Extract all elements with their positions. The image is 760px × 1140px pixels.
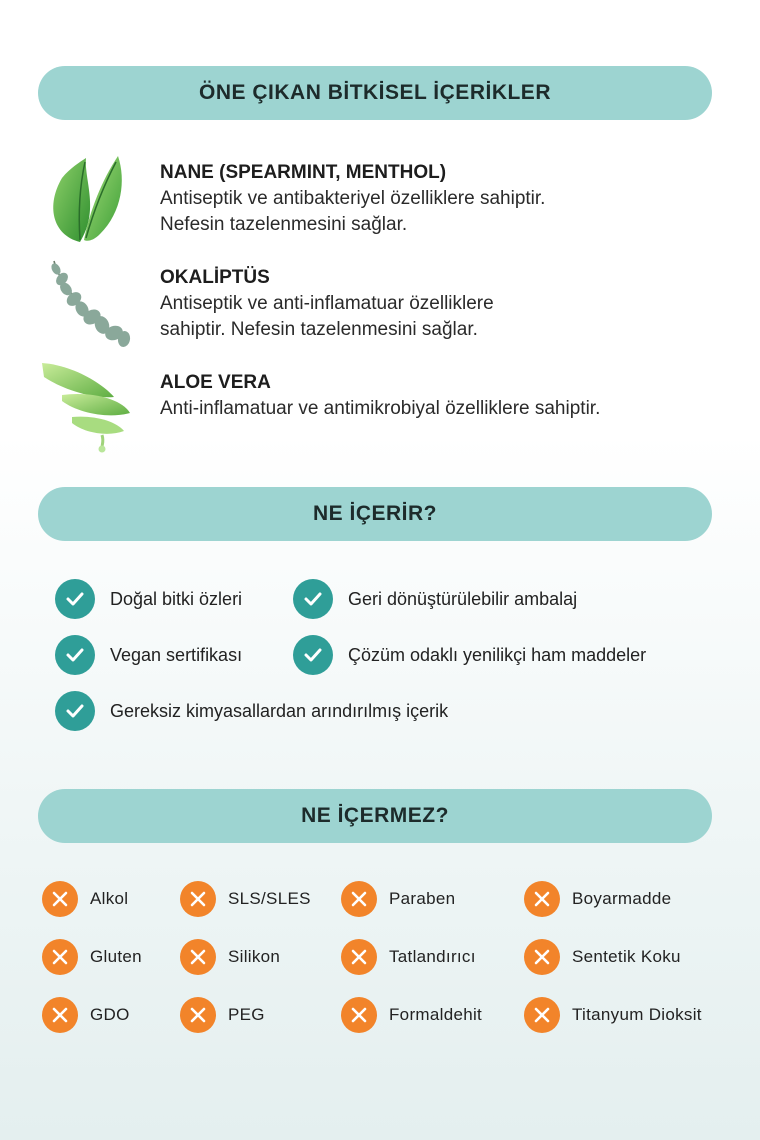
- check-icon: [293, 635, 333, 675]
- excluded-item: [341, 881, 455, 917]
- excluded-label: Sentetik Koku: [572, 947, 681, 966]
- excluded-item: [524, 939, 681, 975]
- ingredient-description: Antiseptik ve anti-inflamatuar özelliklere sahiptir. Nefesin tazelenmesini sağlar.: [160, 293, 494, 340]
- excluded-item: [341, 939, 476, 975]
- contains-label: Geri dönüştürülebilir ambalaj: [348, 588, 578, 609]
- excluded-item: [341, 997, 482, 1033]
- contains-label: Çözüm odaklı yenilikçi ham maddeler: [348, 644, 647, 665]
- contains-item: [55, 691, 448, 731]
- cross-icon: [341, 881, 377, 917]
- excluded-label: Formaldehit: [389, 1005, 483, 1024]
- ingredient-name: OKALİPTÜS: [160, 267, 270, 288]
- cross-icon: [180, 997, 216, 1033]
- excluded-label: Gluten: [90, 947, 142, 966]
- ingredient-description: Anti-inflamatuar ve antimikrobiyal özelliklere sahiptir.: [160, 398, 601, 419]
- contains-label: Vegan sertifikası: [110, 644, 243, 665]
- check-icon: [55, 635, 95, 675]
- contains-label: Gereksiz kimyasallardan arındırılmış içerik: [110, 700, 449, 721]
- excluded-item: [180, 881, 311, 917]
- excluded-label: Paraben: [389, 889, 456, 908]
- excluded-label: Silikon: [228, 947, 281, 966]
- cross-icon: [42, 997, 78, 1033]
- excluded-label: Boyarmadde: [572, 889, 672, 908]
- excluded-label: Titanyum Dioksit: [572, 1005, 702, 1024]
- excluded-label: GDO: [90, 1005, 130, 1024]
- check-icon: [293, 579, 333, 619]
- cross-icon: [42, 881, 78, 917]
- contains-item: [293, 579, 577, 619]
- excluded-label: Tatlandırıcı: [389, 947, 476, 966]
- excluded-item: [524, 881, 671, 917]
- ingredient-name: NANE (SPEARMINT, MENTHOL): [160, 162, 447, 183]
- cross-icon: [524, 997, 560, 1033]
- mint-leaf-image: [22, 150, 152, 245]
- excluded-item: [180, 939, 280, 975]
- cross-icon: [180, 939, 216, 975]
- check-icon: [55, 579, 95, 619]
- cross-icon: [341, 939, 377, 975]
- contains-item: [55, 635, 242, 675]
- cross-icon: [524, 939, 560, 975]
- cross-icon: [180, 881, 216, 917]
- eucalyptus-image: [22, 255, 152, 350]
- excluded-label: PEG: [228, 1005, 265, 1024]
- contains-item: [293, 635, 646, 675]
- ingredient-description: Antiseptik ve antibakteriyel özelliklere sahiptir. Nefesin tazelenmesini sağlar.: [160, 188, 546, 235]
- section-title-contains: NE İÇERİR?: [38, 487, 712, 541]
- ingredient-name: ALOE VERA: [160, 372, 271, 393]
- cross-icon: [42, 939, 78, 975]
- excluded-label: SLS/SLES: [228, 889, 311, 908]
- cross-icon: [524, 881, 560, 917]
- excluded-item: [42, 997, 130, 1033]
- contains-item: [55, 579, 242, 619]
- section-title-does-not-contain: NE İÇERMEZ?: [38, 789, 712, 843]
- check-icon: [55, 691, 95, 731]
- aloe-vera-image: [22, 355, 152, 455]
- excluded-item: [42, 881, 128, 917]
- excluded-label: Alkol: [90, 889, 129, 908]
- cross-icon: [341, 997, 377, 1033]
- section-title-herbal-ingredients: ÖNE ÇIKAN BİTKİSEL İÇERİKLER: [38, 66, 712, 120]
- excluded-item: [524, 997, 702, 1033]
- excluded-item: [42, 939, 142, 975]
- excluded-item: [180, 997, 265, 1033]
- contains-label: Doğal bitki özleri: [110, 588, 243, 609]
